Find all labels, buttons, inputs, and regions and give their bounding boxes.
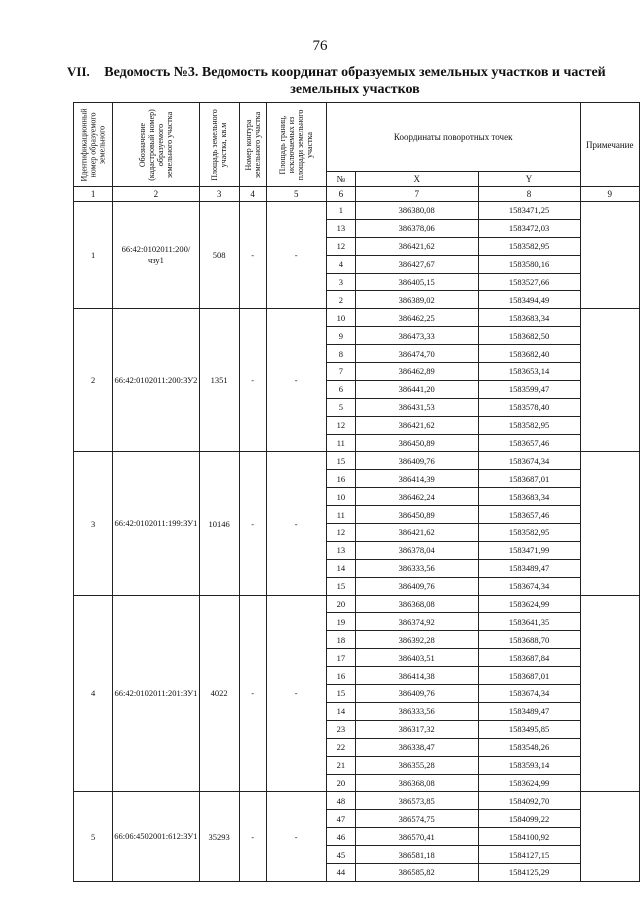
point-y: 1583489,47 bbox=[478, 702, 580, 720]
point-number: 47 bbox=[326, 810, 355, 828]
point-x: 386421,62 bbox=[355, 416, 478, 434]
point-x: 386409,76 bbox=[355, 685, 478, 703]
point-number: 21 bbox=[326, 756, 355, 774]
parcel-area: 10146 bbox=[199, 452, 239, 595]
point-y: 1583599,47 bbox=[478, 380, 580, 398]
point-number: 13 bbox=[326, 219, 355, 237]
point-number: 22 bbox=[326, 738, 355, 756]
parcel-designation: 66:42:0102011:201:ЗУ1 bbox=[113, 595, 199, 792]
point-y: 1583527,66 bbox=[478, 273, 580, 291]
header-x: X bbox=[355, 171, 478, 186]
point-x: 386431,53 bbox=[355, 398, 478, 416]
parcel-note bbox=[580, 202, 640, 309]
header-y: Y bbox=[478, 171, 580, 186]
point-y: 1583674,34 bbox=[478, 577, 580, 595]
point-number: 12 bbox=[326, 524, 355, 542]
point-x: 386427,67 bbox=[355, 255, 478, 273]
point-y: 1583472,03 bbox=[478, 219, 580, 237]
point-number: 12 bbox=[326, 416, 355, 434]
point-x: 386374,92 bbox=[355, 613, 478, 631]
point-number: 19 bbox=[326, 613, 355, 631]
point-y: 1583494,49 bbox=[478, 291, 580, 309]
point-x: 386441,20 bbox=[355, 380, 478, 398]
point-number: 1 bbox=[326, 202, 355, 220]
parcel-note bbox=[580, 792, 640, 881]
point-x: 386570,41 bbox=[355, 828, 478, 846]
column-number: 3 bbox=[199, 187, 239, 202]
point-y: 1583688,70 bbox=[478, 631, 580, 649]
parcel-excluded-area: - bbox=[266, 595, 326, 792]
point-x: 386414,39 bbox=[355, 470, 478, 488]
column-numbers-row bbox=[74, 187, 640, 202]
point-x: 386414,38 bbox=[355, 667, 478, 685]
point-x: 386473,33 bbox=[355, 327, 478, 345]
point-y: 1583582,95 bbox=[478, 237, 580, 255]
point-x: 386573,85 bbox=[355, 792, 478, 810]
parcel-designation: 66:42:0102011:199:ЗУ1 bbox=[113, 452, 199, 595]
point-y: 1583687,01 bbox=[478, 470, 580, 488]
point-y: 1584100,92 bbox=[478, 828, 580, 846]
point-x: 386378,04 bbox=[355, 541, 478, 559]
point-y: 1583682,50 bbox=[478, 327, 580, 345]
parcel-area: 35293 bbox=[199, 792, 239, 881]
point-number: 5 bbox=[326, 398, 355, 416]
point-number: 46 bbox=[326, 828, 355, 846]
page-number: 76 bbox=[312, 38, 328, 54]
parcel-area: 4022 bbox=[199, 595, 239, 792]
table-header bbox=[74, 103, 640, 202]
point-y: 1583682,40 bbox=[478, 345, 580, 363]
point-number: 3 bbox=[326, 273, 355, 291]
parcel-contour: - bbox=[239, 202, 266, 309]
point-number: 45 bbox=[326, 846, 355, 864]
point-number: 44 bbox=[326, 863, 355, 881]
point-number: 15 bbox=[326, 685, 355, 703]
column-number: 4 bbox=[239, 187, 266, 202]
parcel-note bbox=[580, 452, 640, 595]
point-number: 9 bbox=[326, 327, 355, 345]
point-y: 1583580,16 bbox=[478, 255, 580, 273]
point-y: 1583489,47 bbox=[478, 559, 580, 577]
point-x: 386450,89 bbox=[355, 434, 478, 452]
parcel-id: 3 bbox=[74, 452, 113, 595]
parcel-note bbox=[580, 595, 640, 792]
point-number: 15 bbox=[326, 452, 355, 470]
point-y: 1583674,34 bbox=[478, 685, 580, 703]
point-x: 386462,24 bbox=[355, 488, 478, 506]
point-y: 1583578,40 bbox=[478, 398, 580, 416]
point-x: 386421,62 bbox=[355, 237, 478, 255]
table-row bbox=[74, 309, 640, 327]
point-number: 10 bbox=[326, 488, 355, 506]
point-x: 386462,89 bbox=[355, 363, 478, 381]
point-x: 386368,08 bbox=[355, 774, 478, 792]
point-number: 11 bbox=[326, 434, 355, 452]
column-number: 7 bbox=[355, 187, 478, 202]
point-x: 386409,76 bbox=[355, 577, 478, 595]
header-note: Примечание bbox=[580, 103, 640, 187]
header-contour: Номер контура земельного участка bbox=[239, 103, 266, 187]
point-y: 1584099,22 bbox=[478, 810, 580, 828]
point-number: 16 bbox=[326, 667, 355, 685]
point-number: 16 bbox=[326, 470, 355, 488]
point-number: 23 bbox=[326, 720, 355, 738]
parcel-id: 4 bbox=[74, 595, 113, 792]
coordinates-table bbox=[73, 102, 640, 882]
parcel-note bbox=[580, 309, 640, 452]
column-number: 8 bbox=[478, 187, 580, 202]
point-y: 1583657,46 bbox=[478, 434, 580, 452]
parcel-designation: 66:42:0102011:200/чзу1 bbox=[113, 202, 199, 309]
point-number: 20 bbox=[326, 774, 355, 792]
point-x: 386585,82 bbox=[355, 863, 478, 881]
point-x: 386421,62 bbox=[355, 524, 478, 542]
point-x: 386462,25 bbox=[355, 309, 478, 327]
point-number: 48 bbox=[326, 792, 355, 810]
point-x: 386389,02 bbox=[355, 291, 478, 309]
point-y: 1583641,35 bbox=[478, 613, 580, 631]
point-y: 1584125,29 bbox=[478, 863, 580, 881]
point-y: 1583471,25 bbox=[478, 202, 580, 220]
column-number: 6 bbox=[326, 187, 355, 202]
section-number: VII. bbox=[67, 64, 90, 79]
point-number: 14 bbox=[326, 702, 355, 720]
parcel-contour: - bbox=[239, 452, 266, 595]
column-number: 5 bbox=[266, 187, 326, 202]
point-number: 20 bbox=[326, 595, 355, 613]
parcel-id: 5 bbox=[74, 792, 113, 881]
point-number: 10 bbox=[326, 309, 355, 327]
point-y: 1583593,14 bbox=[478, 756, 580, 774]
point-x: 386380,08 bbox=[355, 202, 478, 220]
point-y: 1583582,95 bbox=[478, 524, 580, 542]
point-y: 1583471,99 bbox=[478, 541, 580, 559]
point-x: 386368,08 bbox=[355, 595, 478, 613]
point-x: 386378,06 bbox=[355, 219, 478, 237]
point-x: 386405,15 bbox=[355, 273, 478, 291]
parcel-contour: - bbox=[239, 792, 266, 881]
point-number: 8 bbox=[326, 345, 355, 363]
point-y: 1583674,34 bbox=[478, 452, 580, 470]
parcel-excluded-area: - bbox=[266, 452, 326, 595]
point-y: 1583687,84 bbox=[478, 649, 580, 667]
point-number: 2 bbox=[326, 291, 355, 309]
table-row bbox=[74, 202, 640, 220]
point-number: 6 bbox=[326, 380, 355, 398]
header-id: Идентификационный номер образуемого земельного bbox=[74, 103, 113, 187]
parcel-excluded-area: - bbox=[266, 202, 326, 309]
point-y: 1583582,95 bbox=[478, 416, 580, 434]
point-number: 4 bbox=[326, 255, 355, 273]
point-y: 1584127,15 bbox=[478, 846, 580, 864]
point-number: 14 bbox=[326, 559, 355, 577]
parcel-area: 1351 bbox=[199, 309, 239, 452]
parcel-excluded-area: - bbox=[266, 309, 326, 452]
header-point-no: № bbox=[326, 171, 355, 186]
header-excluded-area: Площадь границ, исключаемых из площади земельного участка bbox=[266, 103, 326, 187]
column-number: 1 bbox=[74, 187, 113, 202]
point-x: 386317,32 bbox=[355, 720, 478, 738]
point-number: 15 bbox=[326, 577, 355, 595]
column-number: 9 bbox=[580, 187, 640, 202]
table-row bbox=[74, 452, 640, 470]
point-y: 1583687,01 bbox=[478, 667, 580, 685]
point-x: 386403,51 bbox=[355, 649, 478, 667]
point-y: 1583657,46 bbox=[478, 506, 580, 524]
point-y: 1583495,85 bbox=[478, 720, 580, 738]
parcel-area: 508 bbox=[199, 202, 239, 309]
point-x: 386338,47 bbox=[355, 738, 478, 756]
point-y: 1583624,99 bbox=[478, 774, 580, 792]
parcel-designation: 66:06:4502001:612:ЗУ1 bbox=[113, 792, 199, 881]
point-number: 7 bbox=[326, 363, 355, 381]
table-body bbox=[74, 202, 640, 882]
point-x: 386333,56 bbox=[355, 702, 478, 720]
parcel-id: 1 bbox=[74, 202, 113, 309]
parcel-contour: - bbox=[239, 309, 266, 452]
column-number: 2 bbox=[113, 187, 199, 202]
point-y: 1584092,70 bbox=[478, 792, 580, 810]
header-designation: Обозначение (кадастровый номер) образуемого земельного участка bbox=[113, 103, 199, 187]
point-x: 386581,18 bbox=[355, 846, 478, 864]
parcel-contour: - bbox=[239, 595, 266, 792]
parcel-id: 2 bbox=[74, 309, 113, 452]
table-row bbox=[74, 595, 640, 613]
point-number: 18 bbox=[326, 631, 355, 649]
point-x: 386474,70 bbox=[355, 345, 478, 363]
point-x: 386574,75 bbox=[355, 810, 478, 828]
point-x: 386409,76 bbox=[355, 452, 478, 470]
point-y: 1583653,14 bbox=[478, 363, 580, 381]
page-title: Ведомость №3. Ведомость координат образуемых земельных участков и частей земельных участков bbox=[104, 65, 606, 97]
point-x: 386392,28 bbox=[355, 631, 478, 649]
point-x: 386450,89 bbox=[355, 506, 478, 524]
point-number: 13 bbox=[326, 541, 355, 559]
point-number: 11 bbox=[326, 506, 355, 524]
table-row bbox=[74, 792, 640, 810]
point-number: 17 bbox=[326, 649, 355, 667]
point-y: 1583548,26 bbox=[478, 738, 580, 756]
point-x: 386355,28 bbox=[355, 756, 478, 774]
header-area: Площадь земельного участка, кв.м bbox=[199, 103, 239, 187]
point-y: 1583683,34 bbox=[478, 309, 580, 327]
point-y: 1583683,34 bbox=[478, 488, 580, 506]
point-number: 12 bbox=[326, 237, 355, 255]
parcel-designation: 66:42:0102011:200:ЗУ2 bbox=[113, 309, 199, 452]
parcel-excluded-area: - bbox=[266, 792, 326, 881]
header-coordinates: Координаты поворотных точек bbox=[326, 103, 580, 172]
point-y: 1583624,99 bbox=[478, 595, 580, 613]
point-x: 386333,56 bbox=[355, 559, 478, 577]
